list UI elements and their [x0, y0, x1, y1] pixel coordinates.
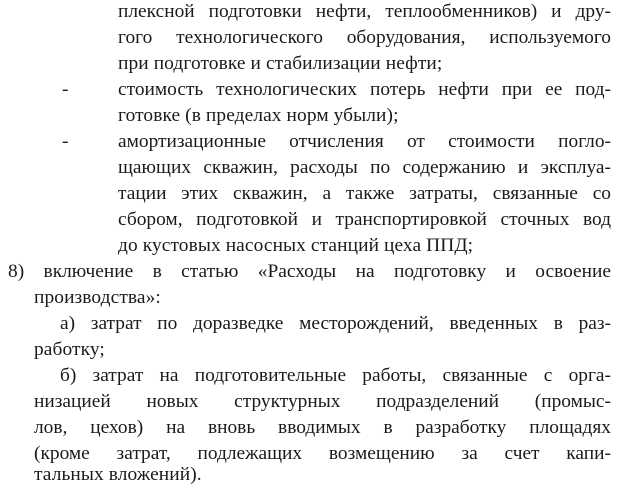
text-line: при подготовке и стабилизации нефти; [118, 53, 443, 74]
list-dash: - [62, 131, 69, 152]
text-line: лов, цехов) на вновь вводимых в разработку площадях [34, 417, 611, 438]
text-line: тации этих скважин, а также затраты, связанные со [118, 183, 611, 204]
text-line: плексной подготовки нефти, теплообменников) и дру- [118, 1, 611, 22]
list-item-text: стоимость технологических потерь нефти при ее под- [118, 79, 611, 100]
list-dash: - [62, 79, 69, 100]
text-line: готовке (в пределах норм убыли); [118, 105, 399, 126]
text-line: до кустовых насосных станций цеха ППД; [118, 235, 474, 256]
list-item-text: амортизационные отчисления от стоимости погло- [118, 131, 611, 152]
text-line: гого технологического оборудования, используемого [118, 27, 611, 48]
sub-item-text: а) затрат по доразведке месторождений, введенных в раз- [60, 313, 611, 334]
text-line: сбором, подготовкой и транспортировкой сточных вод [118, 209, 611, 230]
text-line: производства»: [34, 287, 161, 308]
text-line: низацией новых структурных подразделений (промыс- [34, 391, 611, 412]
text-line: работку; [34, 339, 105, 360]
text-line: щающих скважин, расходы по содержанию и эксплуа- [118, 157, 611, 178]
text-line: (кроме затрат, подлежащих возмещению за счет капи- [34, 443, 611, 464]
sub-item-text: б) затрат на подготовительные работы, связанные с орга- [60, 365, 611, 386]
text-line: тальных вложений). [34, 464, 202, 485]
numbered-item-text: 8) включение в статью «Расходы на подготовку и освоение [8, 261, 611, 282]
